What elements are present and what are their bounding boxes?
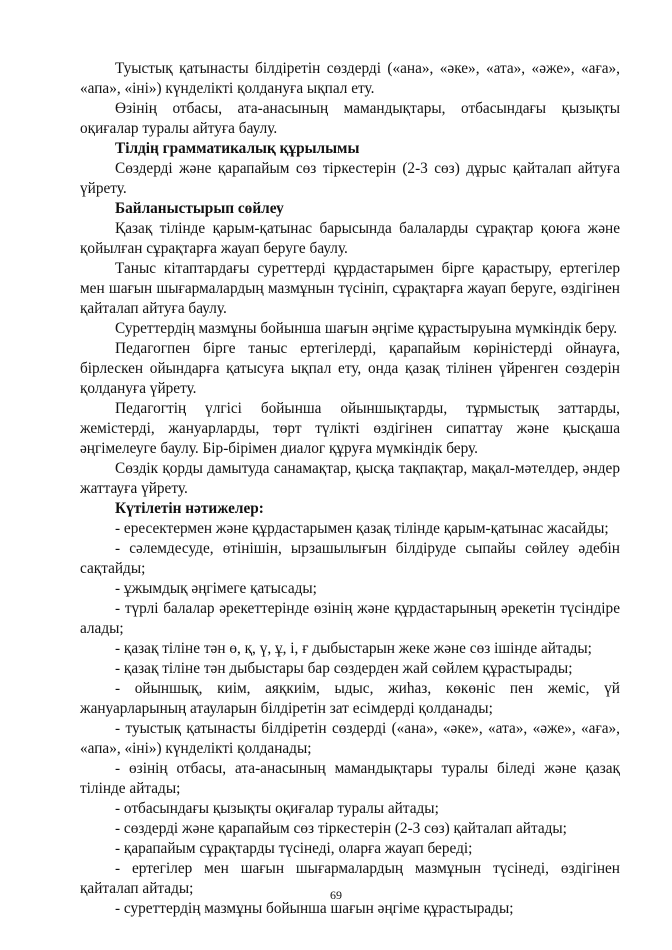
paragraph: - түрлі балалар әрекеттерінде өзінің және құрдастарының әрекетін түсіндіре алады; xyxy=(80,600,620,637)
paragraph: - қазақ тіліне тән ө, қ, ү, ұ, і, ғ дыбыстарын жеке және сөз ішінде айтады; xyxy=(115,640,592,657)
paragraph: Қазақ тілінде қарым-қатынас барысында балаларды сұрақтар қоюға және қойылған сұрақтарға жауап беруге баулу. xyxy=(80,220,620,257)
paragraph: Сөздерді және қарапайым сөз тіркестерін (2-3 сөз) дұрыс қайталап айтуға үйрету. xyxy=(80,160,620,197)
paragraph: - отбасындағы қызықты оқиғалар туралы айтады; xyxy=(115,800,439,817)
paragraph: Педагогтің үлгісі бойынша ойыншықтарды, тұрмыстық заттарды, жемістерді, жануарларды, төрт түлікті өздігінен сипаттау және қысқаша әңгімелеуге баулу. Бір-бірімен диалог құруға мүмкіндік беру. xyxy=(80,400,620,457)
paragraph: - өзінің отбасы, ата-анасының мамандықтары туралы біледі және қазақ тілінде айтады; xyxy=(80,760,620,797)
paragraph: - қазақ тіліне тән дыбыстары бар сөздерден жай сөйлем құрастырады; xyxy=(115,660,573,677)
section-heading: Тілдің грамматикалық құрылымы xyxy=(115,140,360,157)
paragraph: Туыстық қатынасты білдіретін сөздерді («ана», «әке», «ата», «әже», «аға», «апа», «іні») күнделікті қолдануға ықпал ету. xyxy=(80,60,620,97)
paragraph: - ұжымдық әңгімеге қатысады; xyxy=(115,580,317,597)
section-heading: Күтілетін нәтижелер: xyxy=(115,500,264,517)
paragraph: - сөздерді және қарапайым сөз тіркестерін (2-3 сөз) қайталап айтады; xyxy=(115,820,567,837)
paragraph: Таныс кітаптардағы суреттерді құрдастарымен бірге қарастыру, ертегілер мен шағын шығармалардың мазмұнын түсініп, сұрақтарға жауап беруге, өздігінен қайталап айтуға баулу. xyxy=(80,260,620,317)
paragraph: - қарапайым сұрақтарды түсінеді, оларға жауап береді; xyxy=(115,840,473,857)
paragraph: - ересектермен және құрдастарымен қазақ тілінде қарым-қатынас жасайды; xyxy=(115,520,609,537)
paragraph: - ойыншық, киім, аяқкиім, ыдыс, жиһаз, көкөніс пен жеміс, үй жануарларының атауларын білдіретін зат есімдерді қолданады; xyxy=(80,680,620,717)
paragraph: - туыстық қатынасты білдіретін сөздерді («ана», «әке», «ата», «әже», «аға», «апа», «іні») күнделікті қолданады; xyxy=(80,720,620,757)
paragraph: Өзінің отбасы, ата-анасының мамандықтары, отбасындағы қызықты оқиғалар туралы айтуға баулу. xyxy=(80,100,620,137)
section-heading: Байланыстырып сөйлеу xyxy=(115,200,284,217)
paragraph: Педагогпен бірге таныс ертегілерді, қарапайым көріністерді ойнауға, бірлескен ойындарға қатысуға ықпал ету, онда қазақ тілінен үйренген сөздерін қолдануға үйрету. xyxy=(80,340,620,397)
paragraph: Сөздік қорды дамытуда санамақтар, қысқа тақпақтар, мақал-мәтелдер, әндер жаттауға үйрету. xyxy=(80,460,620,497)
paragraph: - сәлемдесуде, өтінішін, ырзашылығын білдіруде сыпайы сөйлеу әдебін сақтайды; xyxy=(80,540,620,577)
paragraph: - ертегілер мен шағын шығармалардың мазмұнын түсінеді, өздігінен қайталап айтады; xyxy=(80,860,620,897)
page-number: 69 xyxy=(330,888,342,902)
paragraph: - суреттердің мазмұны бойынша шағын әңгіме құрастырады; xyxy=(115,900,514,917)
page-body xyxy=(80,59,620,919)
paragraph: Суреттердің мазмұны бойынша шағын әңгіме құрастыруына мүмкіндік беру. xyxy=(115,320,618,337)
